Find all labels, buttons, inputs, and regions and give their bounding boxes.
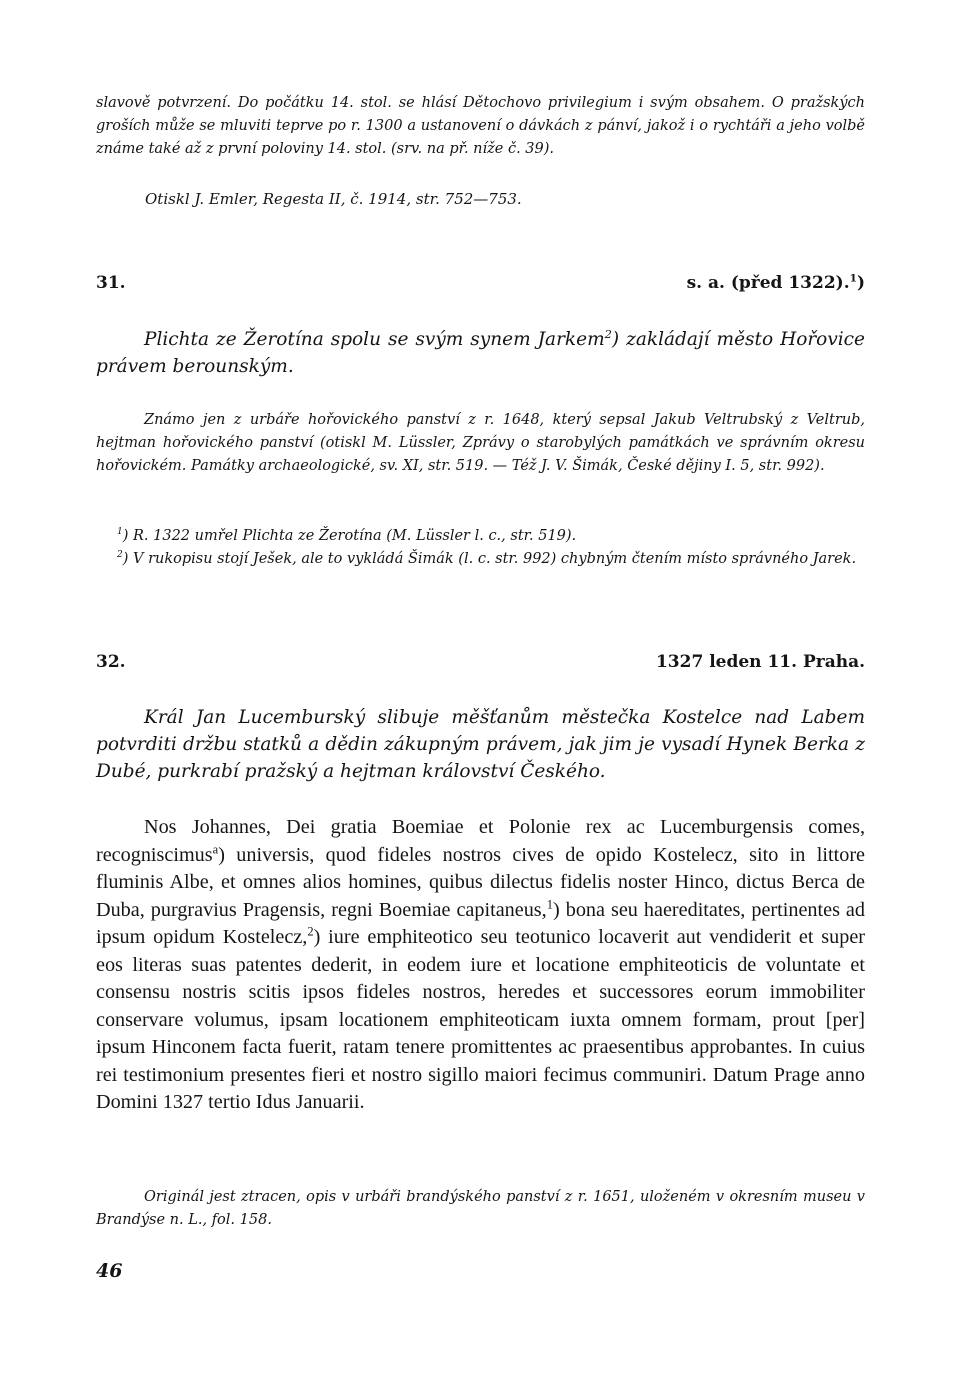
entry-31-number: 31. [96,273,126,293]
footnote-2: $^2$) V rukopisu stojí Ješek, ale to vykládá Šimák (l. c. str. 992) chybným čtením místo správného Jarek. [117,550,857,567]
entry-31-footnotes [96,525,865,571]
footnote-1: $^1$) R. 1322 umřel Plichta ze Žerotína (M. Lüssler l. c., str. 519). [117,527,577,544]
entry-32-source: Originál jest ztracen, opis v urbáři brandýského panství z r. 1651, uloženém v okresním museu v Brandýse n. L., fol. 158. [96,1189,865,1228]
entry-31-rubric: Plichta ze Žerotína spolu se svým synem Jarkem$^2$) zakládají město Hořovice právem berounským. [96,326,865,377]
intro-source: Otiskl J. Emler, Regesta II, č. 1914, str. 752—753. [145,190,522,208]
entry-31-note: Známo jen z urbáře hořovického panství z r. 1648, který sepsal Jakub Veltrubský z Veltrub, hejtman hořovického panství (otiskl M. Lüssler, Zprávy o starobylých památkách ve správním okresu hořovickém. Památky archaeologické, sv. XI, str. 519. — Též J. V. Šimák, České dějiny I. 5, str. 992). [96,412,865,474]
entry-32-date: 1327 leden 11. Praha. [655,652,865,672]
entry-31-date: s. a. (před 1322).$^1$) [686,272,865,293]
entry-32-text: Nos Johannes, Dei gratia Boemiae et Polonie rex ac Lucemburgensis comes, recogniscimus$^a$) universis, quod fideles nostros cives de opido Kostelecz, sito in littore fluminis Albe, et omnes alios homines, quibus dilectus fidelis noster Hinco, dictus Berca de Duba, purgravius Pragensis, regni Boemiae capitaneus,$^1$) bona seu haereditates, pertinentes ad ipsum opidum Kostelecz,$^2$) iure emphiteotico seu teotunico locaverit aut vendiderit et super eos literas suas patentes dederit, in eodem iure et locatione emphiteoticis de voluntate et consensu nostris scitis ipsos fideles nostros, heredes et successores eorum immobiliter conservare volumus, ipsam locationem emphiteoticam iuxta omnem formam, prout [per] ipsum Hinconem facta fuerit, ratam tenere promittentes ac praesentibus approbantes. In cuius rei testimonium presentes fieri et nostro sigillo maiori fecimus communiri. Datum Prage anno Domini 1327 tertio Idus Januarii. [96,816,866,1113]
entry-32-rubric: Král Jan Lucemburský slibuje měšťanům městečka Kostelce nad Labem potvrditi držbu statků a dědin zákupným právem, jak jim je vysadí Hynek Berka z Dubé, purkrabí pražský a hejtman království Českého. [96,707,865,782]
intro-note: slavově potvrzení. Do počátku 14. stol. se hlásí Dětochovo privilegium i svým obsahem. O pražských groších může se mluviti teprve po r. 1300 a ustanovení o dávkách z pánví, jakož i o rychtáři a jeho volbě známe také až z první poloviny 14. stol. (srv. na př. níže č. 39). [96,95,865,157]
entry-32-number: 32. [96,652,126,672]
page-number: 46 [96,1260,123,1282]
